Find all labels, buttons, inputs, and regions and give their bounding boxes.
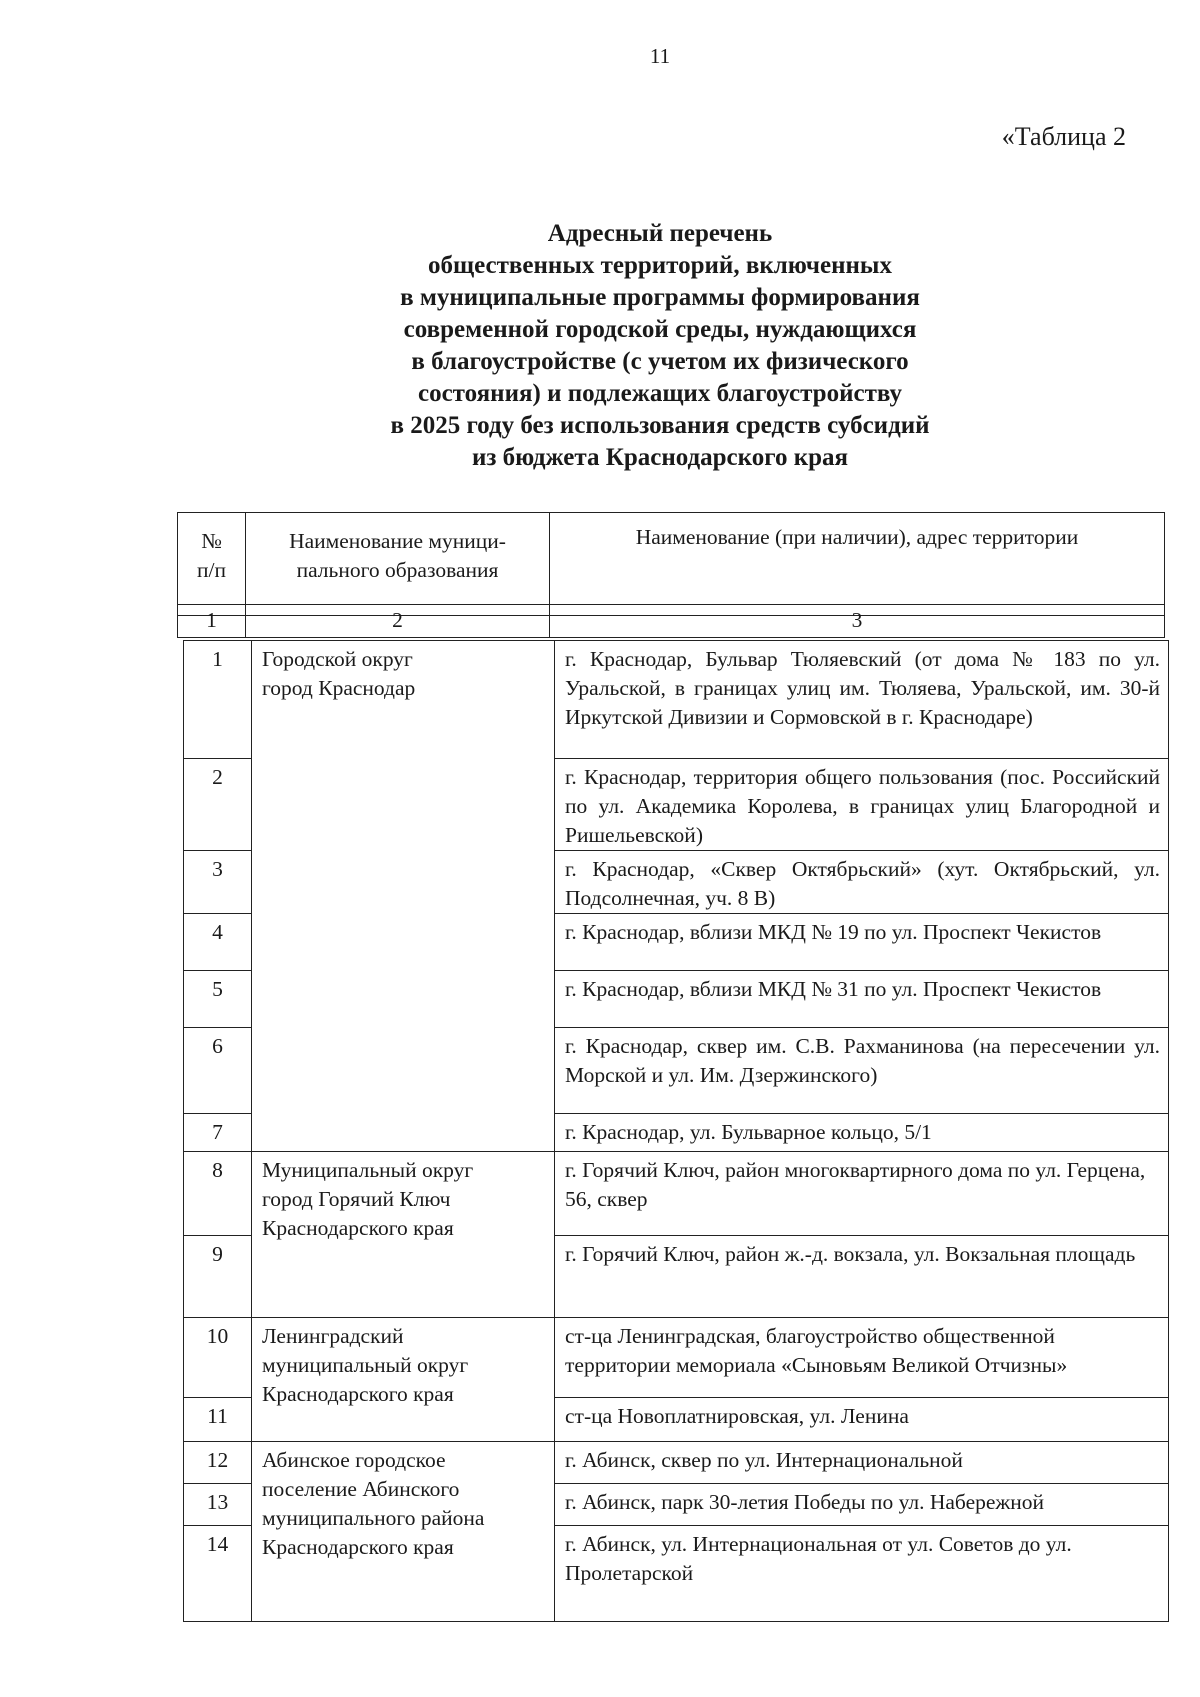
address-cell: г. Горячий Ключ, район многоквартирного дома по ул. Герцена, 56, сквер xyxy=(555,1152,1169,1236)
row-number: 14 xyxy=(184,1526,252,1622)
address-cell: ст-ца Ленинградская, благоустройство общественной территории мемориала «Сыновьям Великой Отчизны» xyxy=(555,1318,1169,1398)
municipality-line: Муниципальный округ xyxy=(262,1158,474,1182)
row-number: 8 xyxy=(184,1152,252,1236)
header-municipality xyxy=(246,513,550,616)
column-numbers xyxy=(177,604,1165,638)
document-title xyxy=(280,218,1040,474)
address-cell: ст-ца Новоплатнировская, ул. Ленина xyxy=(555,1398,1169,1442)
address-cell: г. Абинск, парк 30-летия Победы по ул. Набережной xyxy=(555,1484,1169,1526)
municipality-line: Краснодарского края xyxy=(262,1382,454,1406)
title-line: общественных территорий, включенных xyxy=(428,252,892,279)
municipality-line: муниципального района xyxy=(262,1506,485,1530)
title-line: в муниципальные программы формирования xyxy=(400,284,920,311)
municipality-line: Ленинградский xyxy=(262,1324,404,1348)
address-cell: г. Горячий Ключ, район ж.-д. вокзала, ул. Вокзальная площадь xyxy=(555,1236,1169,1318)
header-number xyxy=(178,513,246,616)
territory-table xyxy=(183,640,1169,1622)
header-address: Наименование (при наличии), адрес территории xyxy=(550,513,1165,616)
municipality-cell xyxy=(252,1318,555,1442)
table-header xyxy=(177,512,1165,616)
municipality-line: муниципальный округ xyxy=(262,1353,469,1377)
title-line: из бюджета Краснодарского края xyxy=(471,444,849,471)
row-number: 13 xyxy=(184,1484,252,1526)
header-number-line: № xyxy=(201,529,222,553)
header-municipality-line: Наименование муници- xyxy=(289,529,506,553)
table-row xyxy=(184,1152,1169,1236)
header-number-line: п/п xyxy=(197,558,226,582)
row-number: 11 xyxy=(184,1398,252,1442)
row-number: 1 xyxy=(184,641,252,759)
column-number: 1 xyxy=(178,605,246,638)
municipality-cell xyxy=(252,1442,555,1622)
municipality-line: поселение Абинского xyxy=(262,1477,460,1501)
row-number: 5 xyxy=(184,971,252,1028)
title-line: состояния) и подлежащих благоустройству xyxy=(417,380,903,407)
municipality-line: Абинское городское xyxy=(262,1448,446,1472)
address-cell: г. Краснодар, «Сквер Октябрьский» (хут. Октябрьский, ул. Подсолнечная, уч. 8 В) xyxy=(555,851,1169,914)
address-cell: г. Абинск, ул. Интернациональная от ул. Советов до ул. Пролетарской xyxy=(555,1526,1169,1622)
title-line: современной городской среды, нуждающихся xyxy=(403,316,917,343)
municipality-line: город Горячий Ключ xyxy=(262,1187,451,1211)
row-number: 6 xyxy=(184,1028,252,1114)
municipality-line: город Краснодар xyxy=(262,676,416,700)
address-cell: г. Краснодар, сквер им. С.В. Рахманинова (на пересечении ул. Морской и ул. Им. Дзержинского) xyxy=(555,1028,1169,1114)
column-number: 2 xyxy=(246,605,550,638)
row-number: 4 xyxy=(184,914,252,971)
row-number: 10 xyxy=(184,1318,252,1398)
address-cell: г. Краснодар, ул. Бульварное кольцо, 5/1 xyxy=(555,1114,1169,1152)
row-number: 7 xyxy=(184,1114,252,1152)
title-line: в благоустройстве (с учетом их физического xyxy=(411,348,909,375)
column-number: 3 xyxy=(550,605,1165,638)
table-row xyxy=(184,1442,1169,1484)
municipality-cell xyxy=(252,641,555,1152)
row-number: 9 xyxy=(184,1236,252,1318)
title-line: в 2025 году без использования средств субсидий xyxy=(390,412,930,439)
address-cell: г. Краснодар, вблизи МКД № 19 по ул. Проспект Чекистов xyxy=(555,914,1169,971)
page-number: 11 xyxy=(649,44,671,68)
header-municipality-line: пального образования xyxy=(296,558,499,582)
address-cell: г. Краснодар, территория общего пользования (пос. Российский по ул. Академика Королева, в границах улиц Благородной и Ришельевской) xyxy=(555,759,1169,851)
address-cell: г. Краснодар, Бульвар Тюляевский (от дома № 183 по ул. Уральской, в границах улиц им. Тюляева, Уральской, им. 30-й Иркутской Дивизии и Сормовской в г. Краснодаре) xyxy=(555,641,1169,759)
row-number: 12 xyxy=(184,1442,252,1484)
table-row xyxy=(184,1318,1169,1398)
municipality-line: Краснодарского края xyxy=(262,1535,454,1559)
title-line: Адресный перечень xyxy=(547,220,773,247)
municipality-cell xyxy=(252,1152,555,1318)
table-row xyxy=(184,641,1169,759)
municipality-line: Городской округ xyxy=(262,647,413,671)
municipality-line: Краснодарского края xyxy=(262,1216,454,1240)
row-number: 2 xyxy=(184,759,252,851)
row-number: 3 xyxy=(184,851,252,914)
address-cell: г. Краснодар, вблизи МКД № 31 по ул. Проспект Чекистов xyxy=(555,971,1169,1028)
table-label: «Таблица 2 xyxy=(1001,122,1126,151)
address-cell: г. Абинск, сквер по ул. Интернациональной xyxy=(555,1442,1169,1484)
